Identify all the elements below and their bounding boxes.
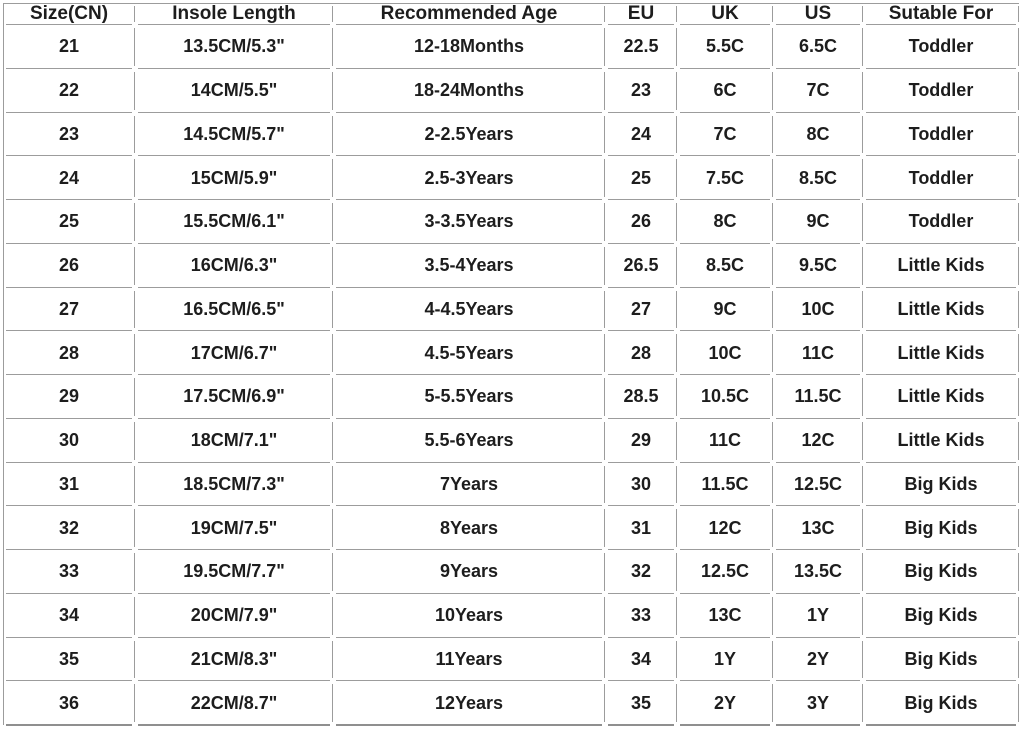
- table-cell: Big Kids: [863, 506, 1019, 550]
- table-cell: 10C: [773, 288, 863, 332]
- table-cell: 13C: [677, 594, 773, 638]
- table-cell: 18-24Months: [333, 69, 605, 113]
- table-cell: 11Years: [333, 638, 605, 682]
- table-cell: 12.5C: [677, 550, 773, 594]
- table-cell: 13.5C: [773, 550, 863, 594]
- table-row: [3, 113, 1019, 157]
- table-cell: Big Kids: [863, 594, 1019, 638]
- table-cell: Little Kids: [863, 244, 1019, 288]
- table-cell: 29: [3, 375, 135, 419]
- table-cell: 27: [605, 288, 677, 332]
- size-chart-table: [3, 3, 1019, 725]
- table-cell: 2.5-3Years: [333, 156, 605, 200]
- table-cell: Big Kids: [863, 681, 1019, 725]
- table-cell: 29: [605, 419, 677, 463]
- table-cell: 25: [3, 200, 135, 244]
- table-cell: 11C: [677, 419, 773, 463]
- table-cell: 26: [605, 200, 677, 244]
- table-cell: 30: [3, 419, 135, 463]
- table-cell: 12C: [677, 506, 773, 550]
- table-cell: 28: [605, 331, 677, 375]
- table-cell: 25: [605, 156, 677, 200]
- table-cell: 8.5C: [773, 156, 863, 200]
- table-cell: 15.5CM/6.1": [135, 200, 333, 244]
- table-cell: 3.5-4Years: [333, 244, 605, 288]
- table-cell: 26: [3, 244, 135, 288]
- table-cell: 2-2.5Years: [333, 113, 605, 157]
- table-cell: 17CM/6.7": [135, 331, 333, 375]
- table-cell: 9C: [773, 200, 863, 244]
- table-cell: 7Years: [333, 463, 605, 507]
- table-cell: 22.5: [605, 25, 677, 69]
- table-cell: 26.5: [605, 244, 677, 288]
- table-cell: 7C: [677, 113, 773, 157]
- column-header-recommended-age: Recommended Age: [333, 3, 605, 25]
- column-header-eu: EU: [605, 3, 677, 25]
- table-cell: 34: [3, 594, 135, 638]
- table-cell: 8C: [773, 113, 863, 157]
- table-cell: Little Kids: [863, 331, 1019, 375]
- table-cell: 1Y: [773, 594, 863, 638]
- column-header-us: US: [773, 3, 863, 25]
- table-cell: 35: [3, 638, 135, 682]
- table-cell: 9C: [677, 288, 773, 332]
- table-row: [3, 506, 1019, 550]
- table-cell: 8Years: [333, 506, 605, 550]
- header-row: [3, 3, 1019, 25]
- table-cell: Little Kids: [863, 288, 1019, 332]
- table-cell: 9Years: [333, 550, 605, 594]
- table-row: [3, 25, 1019, 69]
- table-cell: Toddler: [863, 69, 1019, 113]
- table-row: [3, 200, 1019, 244]
- table-row: [3, 244, 1019, 288]
- table-cell: 16.5CM/6.5": [135, 288, 333, 332]
- table-row: [3, 331, 1019, 375]
- table-cell: Toddler: [863, 156, 1019, 200]
- table-cell: 6.5C: [773, 25, 863, 69]
- table-cell: 17.5CM/6.9": [135, 375, 333, 419]
- table-cell: 35: [605, 681, 677, 725]
- table-cell: Little Kids: [863, 419, 1019, 463]
- table-cell: 36: [3, 681, 135, 725]
- table-cell: 4.5-5Years: [333, 331, 605, 375]
- table-cell: 12.5C: [773, 463, 863, 507]
- table-cell: 4-4.5Years: [333, 288, 605, 332]
- table-cell: 3-3.5Years: [333, 200, 605, 244]
- table-cell: 11C: [773, 331, 863, 375]
- table-cell: 24: [605, 113, 677, 157]
- table-cell: 34: [605, 638, 677, 682]
- table-cell: 18.5CM/7.3": [135, 463, 333, 507]
- table-cell: 28: [3, 331, 135, 375]
- table-row: [3, 594, 1019, 638]
- table-cell: 12C: [773, 419, 863, 463]
- column-header-sutable-for: Sutable For: [863, 3, 1019, 25]
- column-header-uk: UK: [677, 3, 773, 25]
- table-cell: 10C: [677, 331, 773, 375]
- table-cell: 30: [605, 463, 677, 507]
- table-cell: Toddler: [863, 113, 1019, 157]
- table-row: [3, 375, 1019, 419]
- table-cell: 24: [3, 156, 135, 200]
- table-cell: 20CM/7.9": [135, 594, 333, 638]
- table-row: [3, 463, 1019, 507]
- table-row: [3, 638, 1019, 682]
- table-cell: 23: [3, 113, 135, 157]
- table-cell: 22CM/8.7": [135, 681, 333, 725]
- column-header-insole-length: Insole Length: [135, 3, 333, 25]
- table-cell: 33: [605, 594, 677, 638]
- table-cell: 18CM/7.1": [135, 419, 333, 463]
- table-row: [3, 681, 1019, 725]
- table-cell: 11.5C: [677, 463, 773, 507]
- table-cell: 9.5C: [773, 244, 863, 288]
- table-cell: 14CM/5.5": [135, 69, 333, 113]
- table-cell: 5.5-6Years: [333, 419, 605, 463]
- table-cell: 32: [605, 550, 677, 594]
- table-row: [3, 156, 1019, 200]
- table-cell: 1Y: [677, 638, 773, 682]
- table-cell: 3Y: [773, 681, 863, 725]
- table-cell: 7C: [773, 69, 863, 113]
- table-cell: 19.5CM/7.7": [135, 550, 333, 594]
- table-cell: Little Kids: [863, 375, 1019, 419]
- table-cell: 10.5C: [677, 375, 773, 419]
- table-cell: 21: [3, 25, 135, 69]
- table-cell: 22: [3, 69, 135, 113]
- table-cell: 8.5C: [677, 244, 773, 288]
- table-cell: 16CM/6.3": [135, 244, 333, 288]
- table-row: [3, 288, 1019, 332]
- table-cell: Toddler: [863, 25, 1019, 69]
- table-cell: Big Kids: [863, 550, 1019, 594]
- table-cell: 13.5CM/5.3": [135, 25, 333, 69]
- table-cell: 7.5C: [677, 156, 773, 200]
- table-cell: 13C: [773, 506, 863, 550]
- table-row: [3, 419, 1019, 463]
- table-cell: 8C: [677, 200, 773, 244]
- table-cell: 21CM/8.3": [135, 638, 333, 682]
- table-cell: 2Y: [773, 638, 863, 682]
- table-cell: 12-18Months: [333, 25, 605, 69]
- table-cell: 28.5: [605, 375, 677, 419]
- table-cell: Big Kids: [863, 638, 1019, 682]
- table-cell: Toddler: [863, 200, 1019, 244]
- table-cell: 31: [605, 506, 677, 550]
- table-cell: 10Years: [333, 594, 605, 638]
- table-cell: 5.5C: [677, 25, 773, 69]
- table-cell: 14.5CM/5.7": [135, 113, 333, 157]
- table-row: [3, 69, 1019, 113]
- table-cell: 5-5.5Years: [333, 375, 605, 419]
- table-cell: 15CM/5.9": [135, 156, 333, 200]
- table-cell: 27: [3, 288, 135, 332]
- table-row: [3, 550, 1019, 594]
- table-cell: 32: [3, 506, 135, 550]
- table-cell: 6C: [677, 69, 773, 113]
- column-header-size-cn: Size(CN): [3, 3, 135, 25]
- table-cell: 31: [3, 463, 135, 507]
- table-cell: 33: [3, 550, 135, 594]
- table-cell: 23: [605, 69, 677, 113]
- table-cell: 12Years: [333, 681, 605, 725]
- table-cell: Big Kids: [863, 463, 1019, 507]
- table-cell: 11.5C: [773, 375, 863, 419]
- table-cell: 2Y: [677, 681, 773, 725]
- table-cell: 19CM/7.5": [135, 506, 333, 550]
